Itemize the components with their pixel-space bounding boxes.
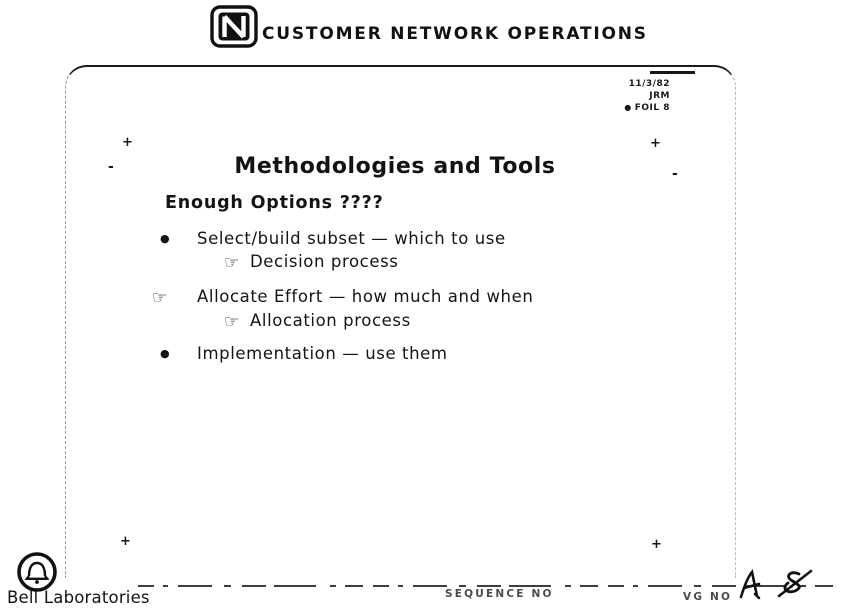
pointing-hand-icon: ☞ xyxy=(224,253,240,273)
registration-plus-bottom-left: + xyxy=(120,534,131,549)
foil-initials: JRM xyxy=(649,90,670,101)
list-subitem-text: Decision process xyxy=(250,252,399,271)
slide-subtitle: Enough Options ???? xyxy=(165,193,384,213)
list-item-text: Allocate Effort — how much and when xyxy=(197,287,534,306)
list-item-text: Implementation — use them xyxy=(197,344,448,363)
cno-logo-icon xyxy=(210,5,258,48)
list-item xyxy=(160,229,506,248)
sequence-no-label: SEQUENCE NO xyxy=(445,588,554,600)
pointing-hand-icon: ☞ xyxy=(224,312,240,332)
foil-number: ● FOIL 8 xyxy=(624,103,670,113)
bullet-icon: ● xyxy=(160,232,171,245)
header-title: CUSTOMER NETWORK OPERATIONS xyxy=(262,24,648,44)
registration-plus-top-right: + xyxy=(650,136,661,151)
handwritten-vg-number xyxy=(733,565,831,607)
bell-laboratories-logo-icon xyxy=(16,551,58,593)
foil-dot-icon: ● xyxy=(624,103,632,112)
list-item-text: Select/build subset — which to use xyxy=(197,229,506,248)
pointing-hand-icon: ☞ xyxy=(152,288,168,308)
corner-rule xyxy=(650,71,695,74)
registration-plus-top-left: + xyxy=(122,135,133,150)
foil-date: 11/3/82 xyxy=(628,79,670,89)
registration-minus-right: - xyxy=(672,166,678,182)
foil-corner-info xyxy=(520,79,670,115)
list-subitem-text: Allocation process xyxy=(250,311,411,330)
list-item xyxy=(160,344,448,363)
registration-minus-left: - xyxy=(108,159,114,175)
list-subitem xyxy=(224,311,411,332)
bullet-icon: ● xyxy=(160,347,171,360)
bell-laboratories-label: Bell Laboratories xyxy=(7,588,150,607)
list-item xyxy=(152,287,533,308)
list-subitem xyxy=(224,252,399,273)
slide-title: Methodologies and Tools xyxy=(234,154,556,179)
registration-plus-bottom-right: + xyxy=(651,537,662,552)
vg-no-label: VG NO xyxy=(683,591,733,603)
